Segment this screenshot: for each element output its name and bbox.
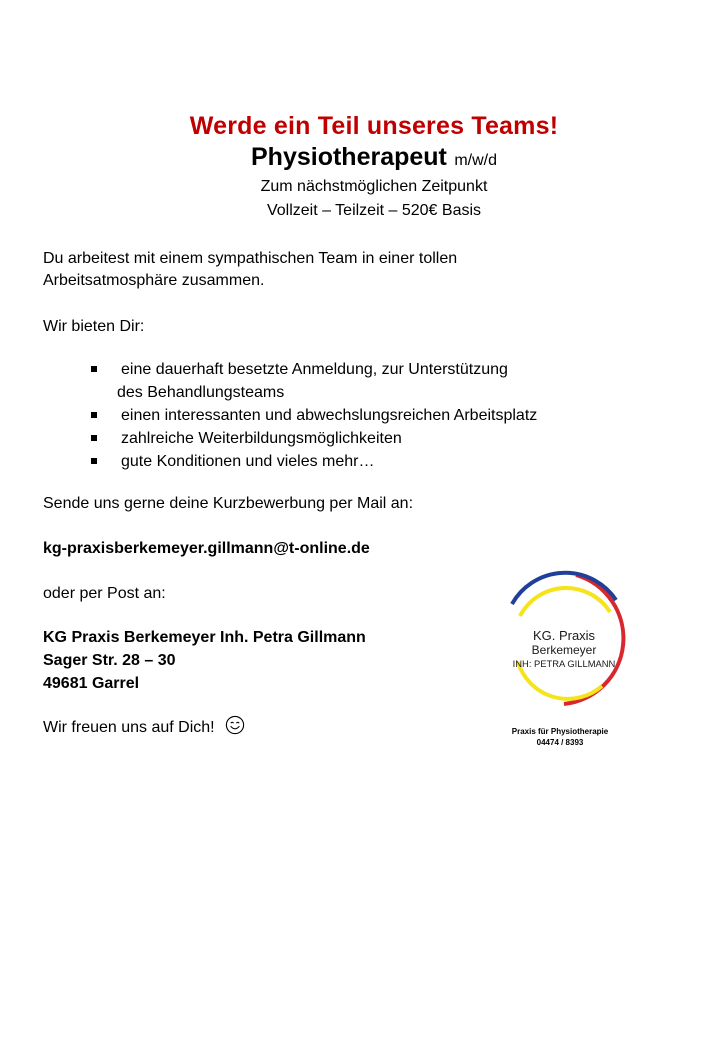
headline: Werde ein Teil unseres Teams! bbox=[189, 112, 559, 140]
employment-types-text: Vollzeit – Teilzeit – 520€ Basis bbox=[266, 202, 482, 219]
bullet-icon bbox=[91, 435, 97, 441]
offer-list bbox=[91, 358, 537, 473]
post-text: oder per Post an: bbox=[43, 585, 166, 602]
job-title: Physiotherapeut bbox=[251, 143, 447, 171]
intro-line-1: Du arbeitest mit einem sympathischen Team in einer tollen bbox=[43, 250, 458, 267]
address-city: 49681 Garrel bbox=[43, 675, 140, 692]
closing-text: Wir freuen uns auf Dich! bbox=[43, 719, 215, 736]
intro-paragraph bbox=[43, 248, 457, 292]
offer-item-text-continued: des Behandlungsteams bbox=[117, 384, 285, 401]
postal-address bbox=[43, 626, 366, 695]
offer-heading: Wir bieten Dir: bbox=[43, 318, 145, 335]
job-gender-suffix: m/w/d bbox=[454, 152, 497, 169]
offer-item-text: eine dauerhaft besetzte Anmeldung, zur Unterstützung bbox=[121, 361, 508, 378]
logo-yellow-arc-top bbox=[520, 588, 610, 616]
intro-line-2: Arbeitsatmosphäre zusammen. bbox=[43, 272, 265, 289]
offer-item-text: gute Konditionen und vieles mehr… bbox=[121, 453, 375, 470]
apply-text: Sende uns gerne deine Kurzbewerbung per Mail an: bbox=[43, 495, 414, 512]
offer-item-text: zahlreiche Weiterbildungsmöglichkeiten bbox=[121, 430, 402, 447]
bullet-icon bbox=[91, 458, 97, 464]
bullet-icon bbox=[91, 412, 97, 418]
logo-line-3: INH: PETRA GILLMANN bbox=[512, 658, 616, 669]
offer-item bbox=[91, 450, 537, 473]
address-name: KG Praxis Berkemeyer Inh. Petra Gillmann bbox=[43, 629, 366, 646]
bullet-icon bbox=[91, 366, 97, 372]
logo-caption-line-1: Praxis für Physiotherapie bbox=[511, 727, 609, 736]
email-address: kg-praxisberkemeyer.gillmann@t-online.de bbox=[43, 540, 370, 557]
closing-line bbox=[43, 715, 245, 742]
practice-logo bbox=[492, 566, 642, 716]
offer-item-text: einen interessanten und abwechslungsreichen Arbeitsplatz bbox=[121, 407, 538, 424]
offer-item bbox=[91, 404, 537, 427]
logo-caption bbox=[480, 726, 640, 748]
offer-item bbox=[91, 358, 537, 404]
offer-item bbox=[91, 427, 537, 450]
logo-line-2: Berkemeyer bbox=[531, 643, 597, 657]
smiley-icon bbox=[225, 715, 245, 742]
job-title-line bbox=[0, 143, 720, 172]
address-street: Sager Str. 28 – 30 bbox=[43, 652, 176, 669]
logo-line-1: KG. Praxis bbox=[532, 628, 596, 643]
start-date-text: Zum nächstmöglichen Zeitpunkt bbox=[260, 178, 488, 195]
logo-caption-line-2: 04474 / 8393 bbox=[536, 738, 584, 747]
